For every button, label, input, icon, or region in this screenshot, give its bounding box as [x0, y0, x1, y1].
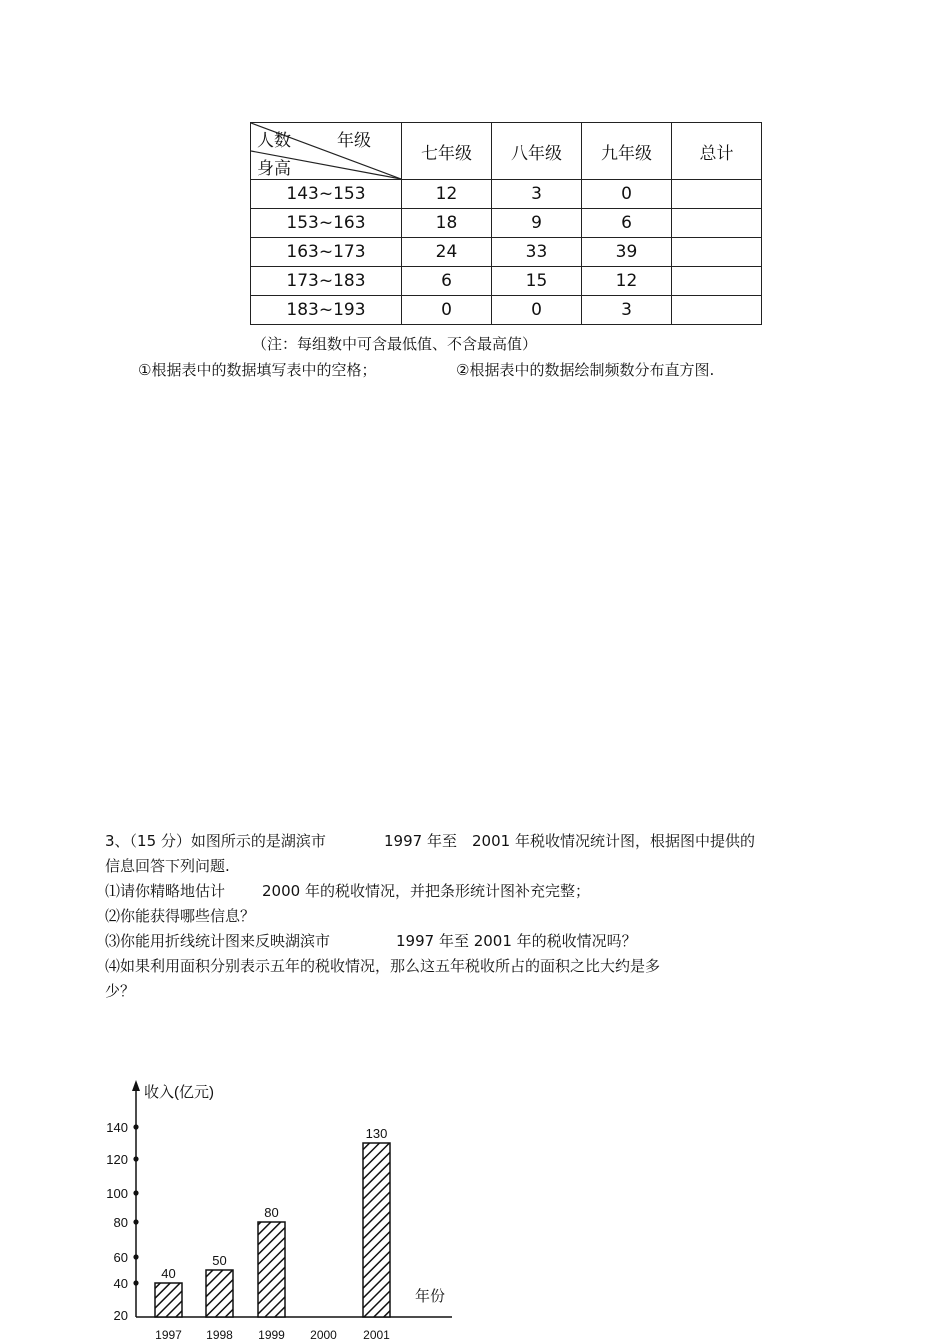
column-header: 总计 [672, 123, 762, 180]
column-header: 七年级 [402, 123, 492, 180]
y-tick-label: 60 [113, 1250, 128, 1265]
table-row [251, 180, 762, 209]
table-row [251, 267, 762, 296]
bar [155, 1283, 182, 1317]
table-cell: 3 [492, 180, 582, 209]
table-cell: 9 [492, 209, 582, 238]
tax-revenue-bar-chart [100, 1075, 480, 1344]
table-cell: 3 [582, 296, 672, 325]
table-row [251, 296, 762, 325]
y-tick-dot [133, 1254, 138, 1259]
table-cell: 0 [492, 296, 582, 325]
column-header: 八年级 [492, 123, 582, 180]
table-cell: 6 [402, 267, 492, 296]
y-tick-label: 120 [106, 1152, 128, 1167]
table-cell: 15 [492, 267, 582, 296]
height-distribution-table [250, 122, 762, 325]
total-cell[interactable] [672, 267, 762, 296]
question2-part2: ②根据表中的数据绘制频数分布直方图. [456, 361, 715, 379]
table-header-row [251, 123, 762, 180]
question3-line2: 信息回答下列问题. [105, 857, 230, 875]
question3-item3-a: ⑶你能用折线统计图来反映湖滨市 [105, 932, 331, 950]
x-tick-label: 2001 [363, 1328, 390, 1342]
question3-line1-b: 1997 年至 [384, 832, 457, 850]
corner-label-grade: 年级 [337, 131, 371, 151]
y-tick-label: 40 [113, 1276, 128, 1291]
x-tick-label: 2000 [310, 1328, 337, 1342]
table-cell: 33 [492, 238, 582, 267]
table-row [251, 209, 762, 238]
height-range-cell: 163~173 [251, 238, 402, 267]
total-cell[interactable] [672, 296, 762, 325]
y-axis-label: 收入(亿元) [144, 1084, 214, 1101]
y-axis-arrow [132, 1080, 140, 1091]
table-cell: 12 [582, 267, 672, 296]
question3-item1-b: 2000 年的税收情况，并把条形统计图补充完整； [262, 882, 590, 900]
column-header: 九年级 [582, 123, 672, 180]
bar [258, 1222, 285, 1317]
y-tick-dot [133, 1124, 138, 1129]
height-range-cell: 173~183 [251, 267, 402, 296]
height-range-cell: 183~193 [251, 296, 402, 325]
bar-data-label: 40 [161, 1266, 176, 1281]
total-cell[interactable] [672, 238, 762, 267]
question3-line1-a: 3、（15 分）如图所示的是湖滨市 [105, 832, 326, 850]
y-tick-dot [133, 1190, 138, 1195]
question3-item1-a: ⑴请你精略地估计 [105, 882, 226, 900]
table-cell: 18 [402, 209, 492, 238]
question3-item2: ⑵你能获得哪些信息？ [105, 907, 256, 925]
question3-item3-b: 1997 年至 2001 年的税收情况吗？ [396, 932, 637, 950]
x-tick-label: 1998 [206, 1328, 233, 1342]
y-tick-label: 20 [113, 1308, 128, 1323]
bar [206, 1270, 233, 1317]
total-cell[interactable] [672, 180, 762, 209]
x-axis-label: 年份 [415, 1288, 446, 1305]
x-tick-label: 1997 [155, 1328, 182, 1342]
y-tick-label: 140 [106, 1120, 128, 1135]
table-cell: 0 [582, 180, 672, 209]
y-tick-label: 80 [113, 1215, 128, 1230]
total-cell[interactable] [672, 209, 762, 238]
table-cell: 6 [582, 209, 672, 238]
bar-data-label: 130 [365, 1126, 388, 1141]
table-note: （注：每组数中可含最低值、不含最高值） [252, 335, 538, 353]
height-range-cell: 143~153 [251, 180, 402, 209]
bar-data-label: 80 [264, 1205, 279, 1220]
y-tick-label: 100 [106, 1186, 128, 1201]
table-cell: 39 [582, 238, 672, 267]
y-tick-dot [133, 1219, 138, 1224]
y-tick-dot [133, 1280, 138, 1285]
table-cell: 24 [402, 238, 492, 267]
table-cell: 12 [402, 180, 492, 209]
diagonal-header-cell [251, 123, 402, 180]
corner-label-count: 人数 [257, 131, 291, 151]
corner-label-height: 身高 [257, 159, 291, 179]
height-range-cell: 153~163 [251, 209, 402, 238]
question3-line1-c: 2001 年税收情况统计图，根据图中提供的 [472, 832, 755, 850]
question3-item4-a: ⑷如果利用面积分别表示五年的税收情况，那么这五年税收所占的面积之比大约是多 [105, 957, 661, 975]
question3-item4-b: 少？ [105, 982, 136, 1000]
y-tick-dot [133, 1156, 138, 1161]
table-row [251, 238, 762, 267]
bar-data-label: 50 [212, 1253, 227, 1268]
x-tick-label: 1999 [258, 1328, 285, 1342]
bar [363, 1143, 390, 1317]
table-cell: 0 [402, 296, 492, 325]
question2-part1: ①根据表中的数据填写表中的空格； [138, 361, 377, 379]
